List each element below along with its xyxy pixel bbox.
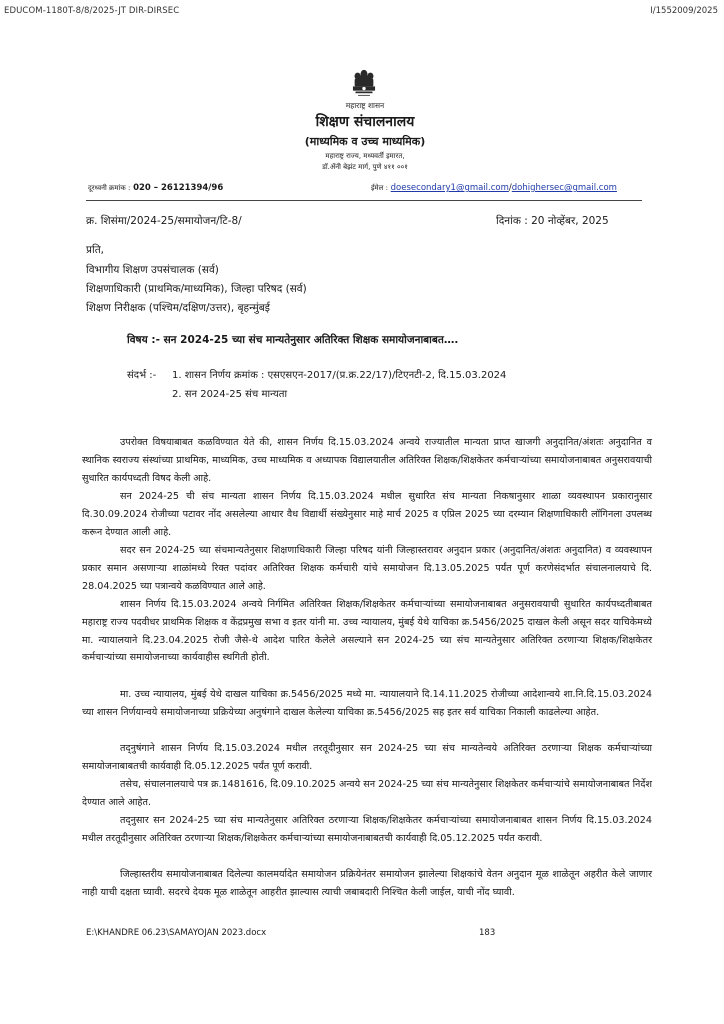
paragraph-text: तसेच, संचालनालयाचे पत्र क्र.1481616, दि.09.10.2025 अन्वये सन 2024-25 च्या संच मान्यतेनुसार शिक्षकेतर कर्मचाऱ्यांचे समायोजनाबाबत निर्देश देण्यात आले आहेत. [82,779,652,808]
references-label: संदर्भ :- [127,370,157,381]
state-emblem-icon [347,66,381,100]
paragraph-text: शासन निर्णय दि.15.03.2024 अन्वये निर्गमित अतिरिक्त शिक्षक/शिक्षकेतर कर्मचाऱ्यांच्या समायोजनाबाबत अनुसरावयाची सुधारित कार्यपध्दतीबाबत महाराष्ट्र राज्य पदवीधर प्राथमिक शिक्षक व केंद्रप्रमुख सभा व इतर यांनी मा. उच्च न्यायालय, मुंबई येथे याचिका क्र.5456/2025 दाखल केली असून सदर याचिकेमध्ये मा. न्यायालयाने दि.23.04.2025 रोजी जैसे-थे आदेश पारित केलेले असल्याने सन 2024-25 च्या संच मान्यतेनुसार अतिरिक्त ठरणाऱ्या शिक्षक/शिक्षकेतर कर्मचाऱ्यांच्या समायोजनाच्या कार्यवाहीस स्थगिती होती. [82,599,653,664]
body-paragraph [82,740,652,776]
email-block [371,183,617,193]
phone-label: दूरध्वनी क्रमांक : [88,184,131,192]
reference-number: क्र. शिसंमा/2024-25/समायोजन/टि-8/ [86,215,242,227]
letter-date: दिनांक : 20 नोव्हेंबर, 2025 [496,215,609,227]
paragraph-text: सन 2024-25 ची संच मान्यता शासन निर्णय दि.15.03.2024 मधील सुधारित संच मान्यता निकषानुसार शाळा व्यवस्थापन प्रकारानुसार दि.30.09.2024 रोजीच्या पटावर नोंद असलेल्या आधार वैध विद्यार्थी संख्येनुसार माहे मार्च 2025 व एप्रिल 2025 च्या दरम्यान शिक्षणाधिकारी लॉगिनला उपलब्ध करून देण्यात आली आहे. [82,491,652,538]
body-paragraph [82,434,652,487]
recipient-line: शिक्षण निरीक्षक (पश्चिम/दक्षिण/उत्तर), बृहन्मुंबई [86,302,270,314]
body-paragraph [82,686,652,722]
paragraph-text: तद्नुसार सन 2024-25 च्या संच मान्यतेनुसार अतिरिक्त ठरणाऱ्या शिक्षक/शिक्षकेतर कर्मचाऱ्यांच्या समायोजनाबाबत शासन निर्णय दि.15.03.2024 मधील तरतूदीनुसार अतिरिक्त ठरणाऱ्या शिक्षक/शिक्षकेतर कर्मचाऱ्यांच्या समायोजनाबाबतची कार्यवाही दि.05.12.2025 पर्यंत करावी. [82,815,652,844]
header-divider [86,200,642,201]
subject-line: विषय :- सन 2024-25 च्या संच मान्यतेनुसार अतिरिक्त शिक्षक समायोजनाबाबत…. [127,334,459,346]
recipient-line: शिक्षणाधिकारी (प्राथमिक/माध्यमिक), जिल्हा परिषद (सर्व) [86,283,307,295]
body-paragraph [82,812,652,848]
body-paragraph [82,542,652,595]
email-link-2[interactable]: dohighersec@gmail.com [511,183,617,193]
body-paragraph [82,776,652,812]
paragraph-text: जिल्हास्तरीय समायोजनाबाबत दिलेल्या कालमर्यादेत समायोजन प्रक्रियेनंतर समायोजन झालेल्या शिक्षकांचे वेतन अनुदान मूळ शाळेतून अहरीत केले जाणार नाही याची दक्षता घ्यावी. सदरचे देयक मूळ शाळेतून आहरीत झाल्यास त्याची जबाबदारी निश्चित केली जाईल, याची नोंद घ्यावी. [82,869,652,898]
directorate-subtitle: (माध्यमिक व उच्च माध्यमिक) [304,135,426,148]
phone-number: 020 – 26121394/96 [133,183,224,193]
body-paragraph [82,488,652,541]
recipient-line: विभागीय शिक्षण उपसंचालक (सर्व) [86,264,219,276]
body-paragraph [82,596,652,667]
directorate-title: शिक्षण संचालनालय [315,114,415,130]
email-separator: / [508,183,512,193]
page-number: 183 [479,928,496,938]
reference-item: 1. शासन निर्णय क्रमांक : एसएसएन-2017/(प्र.क्र.22/17)/टिएनटी-2, दि.15.03.2024 [172,370,507,381]
paragraph-text: उपरोक्त विषयाबाबत कळविण्यात येते की, शासन निर्णय दि.15.03.2024 अन्वये राज्यातील मान्यता प्राप्त खाजगी अनुदानित/अंशतः अनुदानित व स्थानिक स्वराज्य संस्थांच्या प्राथमिक, माध्यमिक, उच्च माध्यमिक व अध्यापक विद्यालयातील अतिरिक्त शिक्षक/शिक्षकेतर कर्मचाऱ्यांच्या समायोजनाबाबत अनुसरावयाची सुधारित कार्यपध्दती विषद केली आहे. [82,437,652,484]
body-paragraph [82,866,652,902]
paragraph-text: मा. उच्च न्यायालय, मुंबई येथे दाखल याचिका क्र.5456/2025 मध्ये मा. न्यायालयाने दि.14.11.2025 रोजीच्या आदेशान्वये शा.नि.दि.15.03.2024 च्या शासन निर्णयान्वये समायोजनाच्या प्रक्रियेच्या अनुषंगाने दाखल केलेल्या याचिका क्र.5456/2025 सह इतर सर्व याचिका निकाली काढलेल्या आहेत. [82,689,652,718]
top-left-file-code: EDUCOM-1180T-8/8/2025-JT DIR-DIRSEC [4,6,180,16]
phone-block [88,183,223,193]
address-line-1: महाराष्ट्र राज्य, मध्यवर्ती इमारत, [325,152,405,160]
email-label: ईमेल : [371,184,388,192]
email-link-1[interactable]: doesecondary1@gmail.com [390,183,509,193]
recipient-line: प्रति, [86,244,105,256]
top-right-file-number: I/1552009/2025 [650,6,718,16]
footer-file-path: E:\KHANDRE 06.23\SAMAYOJAN 2023.docx [86,928,267,938]
paragraph-text: तद्नुषंगाने शासन निर्णय दि.15.03.2024 मधील तरतूदीनुसार सन 2024-25 च्या संच मान्यतेन्वये अतिरिक्त ठरणाऱ्या शिक्षक कर्मचाऱ्यांच्या समायोजनाबाबतची कार्यवाही दि.05.12.2025 पर्यंत पूर्ण करावी. [82,743,652,772]
paragraph-text: सदर सन 2024-25 च्या संचमान्यतेनुसार शिक्षणाधिकारी जिल्हा परिषद यांनी जिल्हास्तरावर अनुदान प्रकार (अनुदानित/अंशतः अनुदानित) व व्यवस्थापन प्रकार समान असणाऱ्या शाळांमध्ये रिक्त पदांवर अतिरिक्त शिक्षक कर्मचारी यांचे समायोजन दि.13.05.2025 पर्यंत पूर्ण करणेसंदर्भात संचालनालयाचे दि. 28.04.2025 च्या पत्रान्वये कळविण्यात आले आहे. [82,545,652,592]
government-name: महाराष्ट्र शासन [345,101,385,110]
reference-item: 2. सन 2024-25 संच मान्यता [172,389,288,400]
address-line-2: डॉ.ॲनी बेझंट मार्ग, पुणे ४११ ००१ [322,163,408,171]
